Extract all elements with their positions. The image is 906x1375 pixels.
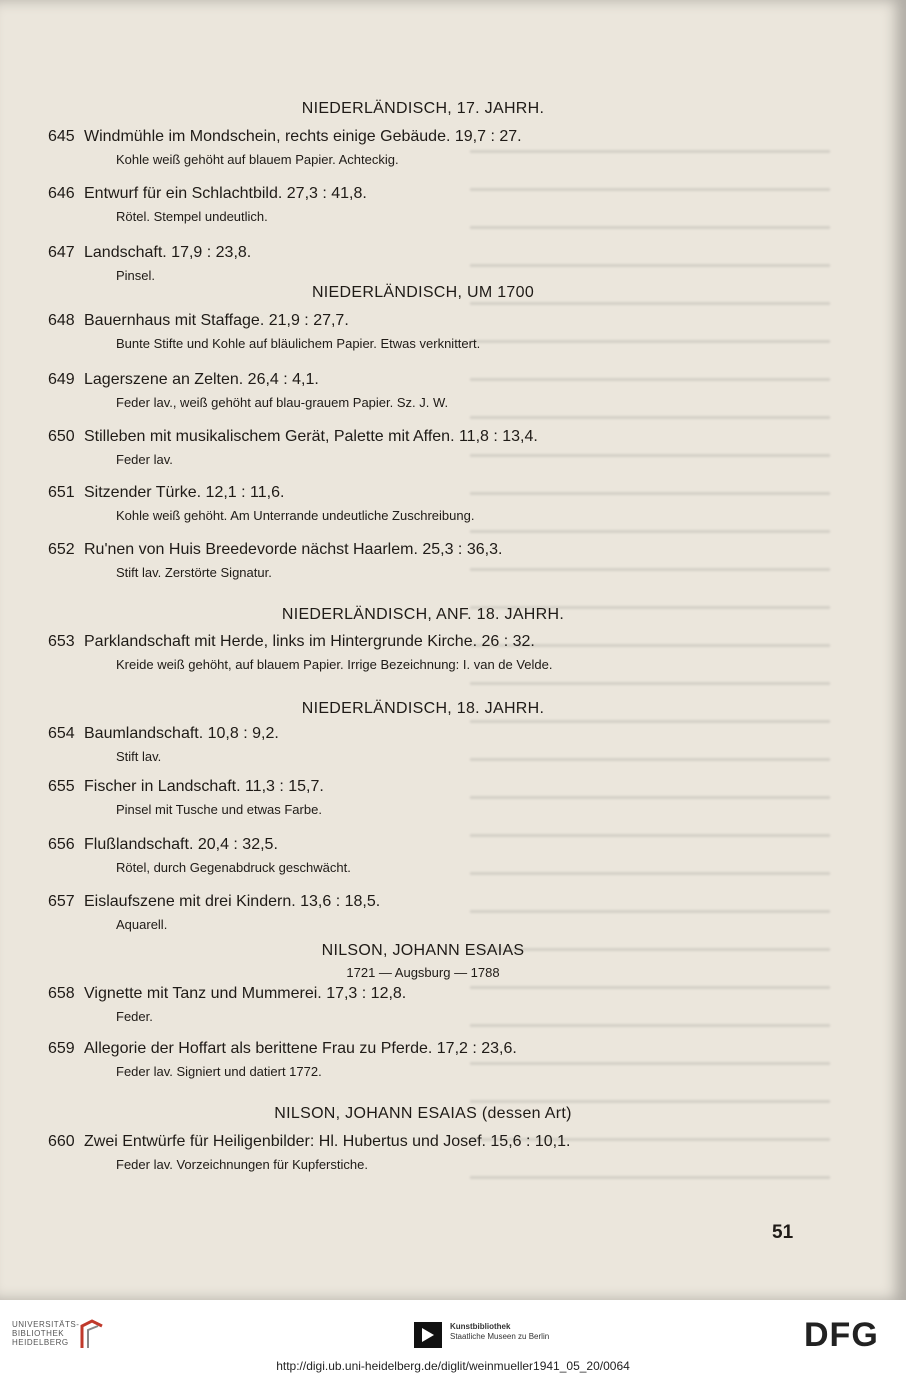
entry-title: Stilleben mit musikalischem Gerät, Palette mit Affen. 11,8 : 13,4. — [84, 428, 538, 445]
entry-number: 652 — [48, 541, 75, 558]
entry-title: Entwurf für ein Schlachtbild. 27,3 : 41,8. — [84, 185, 367, 202]
entry-number: 657 — [48, 893, 75, 910]
entry-title: Parklandschaft mit Herde, links im Hintergrunde Kirche. 26 : 32. — [84, 633, 535, 650]
entry-detail: Bunte Stifte und Kohle auf bläulichem Papier. Etwas verknittert. — [116, 336, 481, 351]
page-number: 51 — [772, 1222, 794, 1243]
artist-dates: 1721 — Augsburg — 1788 — [346, 965, 500, 980]
kunstbibliothek-name: Kunstbibliothek Staatliche Museen zu Berlin — [450, 1322, 550, 1341]
section-heading: NIEDERLÄNDISCH, 17. JAHRH. — [301, 100, 545, 117]
entry-detail: Kohle weiß gehöht auf blauem Papier. Achteckig. — [116, 152, 399, 167]
entry-number: 660 — [48, 1133, 75, 1150]
entry-number: 650 — [48, 428, 75, 445]
entry-title: Bauernhaus mit Staffage. 21,9 : 27,7. — [84, 312, 349, 329]
entry-title: Vignette mit Tanz und Mummerei. 17,3 : 12,8. — [84, 985, 407, 1002]
entry-title: Windmühle im Mondschein, rechts einige Gebäude. 19,7 : 27. — [84, 128, 522, 145]
entry-number: 649 — [48, 371, 75, 388]
section-heading: NILSON, JOHANN ESAIAS (dessen Art) — [274, 1105, 572, 1122]
entry-detail: Rötel, durch Gegenabdruck geschwächt. — [116, 860, 351, 875]
entry-detail: Aquarell. — [116, 917, 168, 932]
entry-number: 658 — [48, 985, 75, 1002]
entry-detail: Rötel. Stempel undeutlich. — [116, 209, 268, 224]
permalink-url[interactable]: http://digi.ub.uni-heidelberg.de/diglit/weinmueller1941_05_20/0064 — [276, 1359, 630, 1373]
section-heading: NIEDERLÄNDISCH, UM 1700 — [311, 284, 535, 301]
entry-number: 653 — [48, 633, 75, 650]
entry-title: Sitzender Türke. 12,1 : 11,6. — [84, 484, 285, 501]
entry-number: 654 — [48, 725, 75, 742]
entry-number: 656 — [48, 836, 75, 853]
entry-detail: Feder lav. Signiert und datiert 1772. — [116, 1064, 322, 1079]
entry-number: 646 — [48, 185, 75, 202]
entry-title: Zwei Entwürfe für Heiligenbilder: Hl. Hubertus und Josef. 15,6 : 10,1. — [84, 1133, 571, 1150]
entry-detail: Feder lav., weiß gehöht auf blau-grauem Papier. Sz. J. W. — [116, 395, 449, 410]
entry-title: Baumlandschaft. 10,8 : 9,2. — [84, 725, 279, 742]
entry-detail: Stift lav. Zerstörte Signatur. — [116, 565, 272, 580]
entry-number: 655 — [48, 778, 75, 795]
entry-title: Eislaufszene mit drei Kindern. 13,6 : 18,5. — [84, 893, 381, 910]
section-heading: NILSON, JOHANN ESAIAS — [321, 942, 525, 959]
entry-number: 651 — [48, 484, 75, 501]
entry-detail: Pinsel. — [116, 268, 156, 283]
dfg-logo: DFG — [804, 1316, 879, 1354]
entry-number: 659 — [48, 1040, 75, 1057]
entry-number: 648 — [48, 312, 75, 329]
entry-title: Allegorie der Hoffart als berittene Frau zu Pferde. 17,2 : 23,6. — [84, 1040, 517, 1057]
entry-detail: Feder. — [116, 1009, 153, 1024]
section-heading: NIEDERLÄNDISCH, 18. JAHRH. — [301, 700, 545, 717]
entry-number: 645 — [48, 128, 75, 145]
entry-detail: Stift lav. — [116, 749, 162, 764]
kunstbibliothek-logo-icon — [414, 1322, 442, 1348]
entry-title: Ru'nen von Huis Breedevorde nächst Haarlem. 25,3 : 36,3. — [84, 541, 503, 558]
entry-title: Flußlandschaft. 20,4 : 32,5. — [84, 836, 278, 853]
entry-title: Fischer in Landschaft. 11,3 : 15,7. — [84, 778, 324, 795]
entry-detail: Kreide weiß gehöht, auf blauem Papier. Irrige Bezeichnung: I. van de Velde. — [116, 657, 553, 672]
viewer-footer — [0, 1300, 906, 1375]
entry-detail: Pinsel mit Tusche und etwas Farbe. — [116, 802, 322, 817]
entry-detail: Kohle weiß gehöht. Am Unterrande undeutliche Zuschreibung. — [116, 508, 475, 523]
university-library-name: UNIVERSITÄTS- BIBLIOTHEK HEIDELBERG — [12, 1320, 80, 1347]
entry-title: Lagerszene an Zelten. 26,4 : 4,1. — [84, 371, 319, 388]
university-library-logo-icon — [78, 1318, 106, 1352]
entry-detail: Feder lav. — [116, 452, 173, 467]
section-heading: NIEDERLÄNDISCH, ANF. 18. JAHRH. — [281, 606, 565, 623]
entry-title: Landschaft. 17,9 : 23,8. — [84, 244, 252, 261]
entry-detail: Feder lav. Vorzeichnungen für Kupferstiche. — [116, 1157, 368, 1172]
entry-number: 647 — [48, 244, 75, 261]
